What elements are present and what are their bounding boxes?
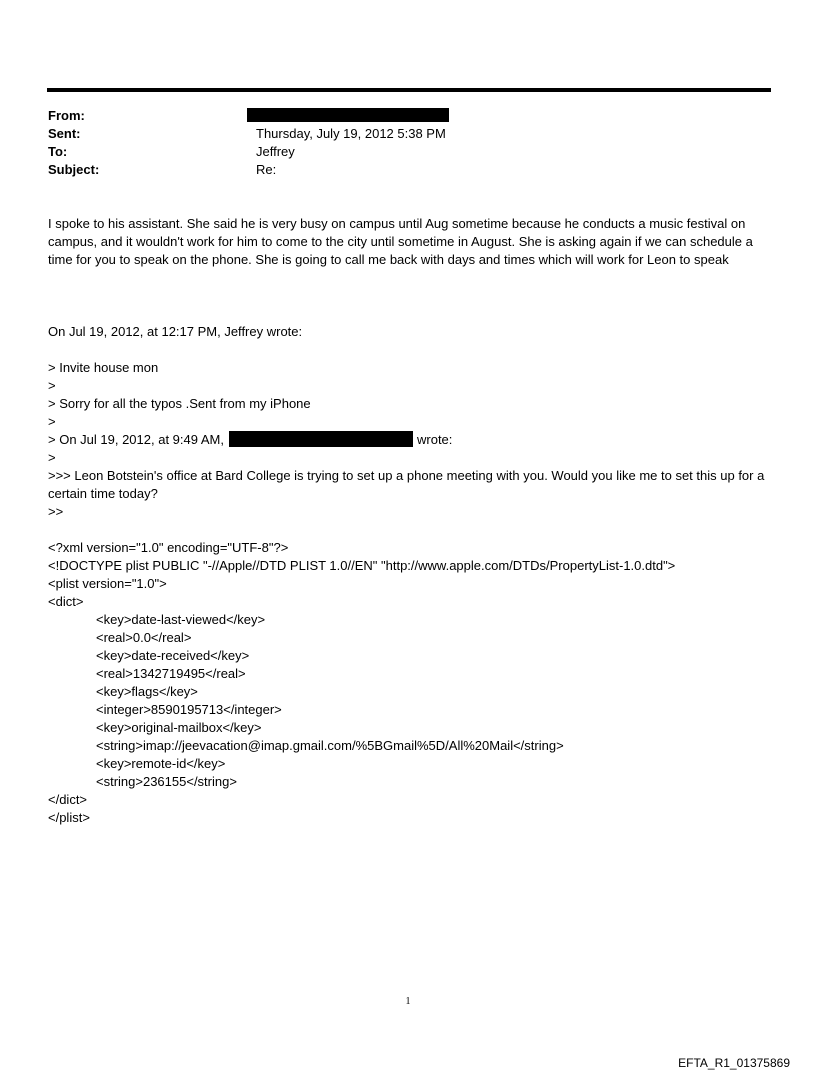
subject-label: Subject: [48, 162, 100, 177]
document-id: EFTA_R1_01375869 [678, 1056, 790, 1070]
sent-value: Thursday, July 19, 2012 5:38 PM [256, 126, 446, 141]
to-label: To: [48, 144, 68, 159]
plist-entry: <key>date-received</key> [96, 648, 250, 663]
plist-entry: <string>imap://jeevacation@imap.gmail.com/%5BGmail%5D/All%20Mail</string> [96, 738, 564, 753]
quoted-line: > On Jul 19, 2012, at 9:49 AM, [48, 432, 224, 447]
quoted-line: > [48, 414, 56, 429]
to-value: Jeffrey [256, 144, 295, 159]
plist-close: </plist> [48, 810, 90, 825]
plist-doctype: <!DOCTYPE plist PUBLIC "-//Apple//DTD PLIST 1.0//EN" "http://www.apple.com/DTDs/PropertyList-1.0.dtd"> [48, 558, 676, 573]
plist-entry: <key>flags</key> [96, 684, 198, 699]
nested-quote-end: >> [48, 504, 64, 519]
quote-intro: On Jul 19, 2012, at 12:17 PM, Jeffrey wrote: [48, 324, 303, 339]
nested-quote: >>> Leon Botstein's office at Bard College is trying to set up a phone meeting with you. Would you like me to set this up for a certain time today? [48, 468, 765, 501]
plist-entry: <string>236155</string> [96, 774, 237, 789]
plist-dict-close: </dict> [48, 792, 88, 807]
page-number: 1 [405, 996, 411, 1007]
plist-entry: <real>1342719495</real> [96, 666, 246, 681]
quoted-line: > Invite house mon [48, 360, 159, 375]
from-redaction [247, 108, 449, 122]
plist-entry: <real>0.0</real> [96, 630, 192, 645]
quoted-wrote: wrote: [417, 432, 453, 447]
quoted-line: > [48, 378, 56, 393]
top-rule [47, 88, 771, 92]
quoted-line: > Sorry for all the typos .Sent from my iPhone [48, 396, 311, 411]
plist-entry: <integer>8590195713</integer> [96, 702, 282, 717]
message-paragraph: I spoke to his assistant. She said he is very busy on campus until Aug sometime because he conducts a music festival on campus, and it wouldn't work for him to come to the city until sometime in August. She is asking again if we can schedule a time for you to speak on the phone. She is going to call me back with days and times which will work for Leon to speak [48, 216, 753, 267]
plist-dict-open: <dict> [48, 594, 84, 609]
quoted-line: > [48, 450, 56, 465]
from-label: From: [48, 108, 85, 123]
plist-xml-decl: <?xml version="1.0" encoding="UTF-8"?> [48, 540, 289, 555]
plist-entry: <key>remote-id</key> [96, 756, 226, 771]
sent-label: Sent: [48, 126, 81, 141]
plist-open: <plist version="1.0"> [48, 576, 167, 591]
sender-redaction [229, 431, 413, 447]
plist-entry: <key>date-last-viewed</key> [96, 612, 266, 627]
subject-value: Re: [256, 162, 277, 177]
plist-entry: <key>original-mailbox</key> [96, 720, 262, 735]
